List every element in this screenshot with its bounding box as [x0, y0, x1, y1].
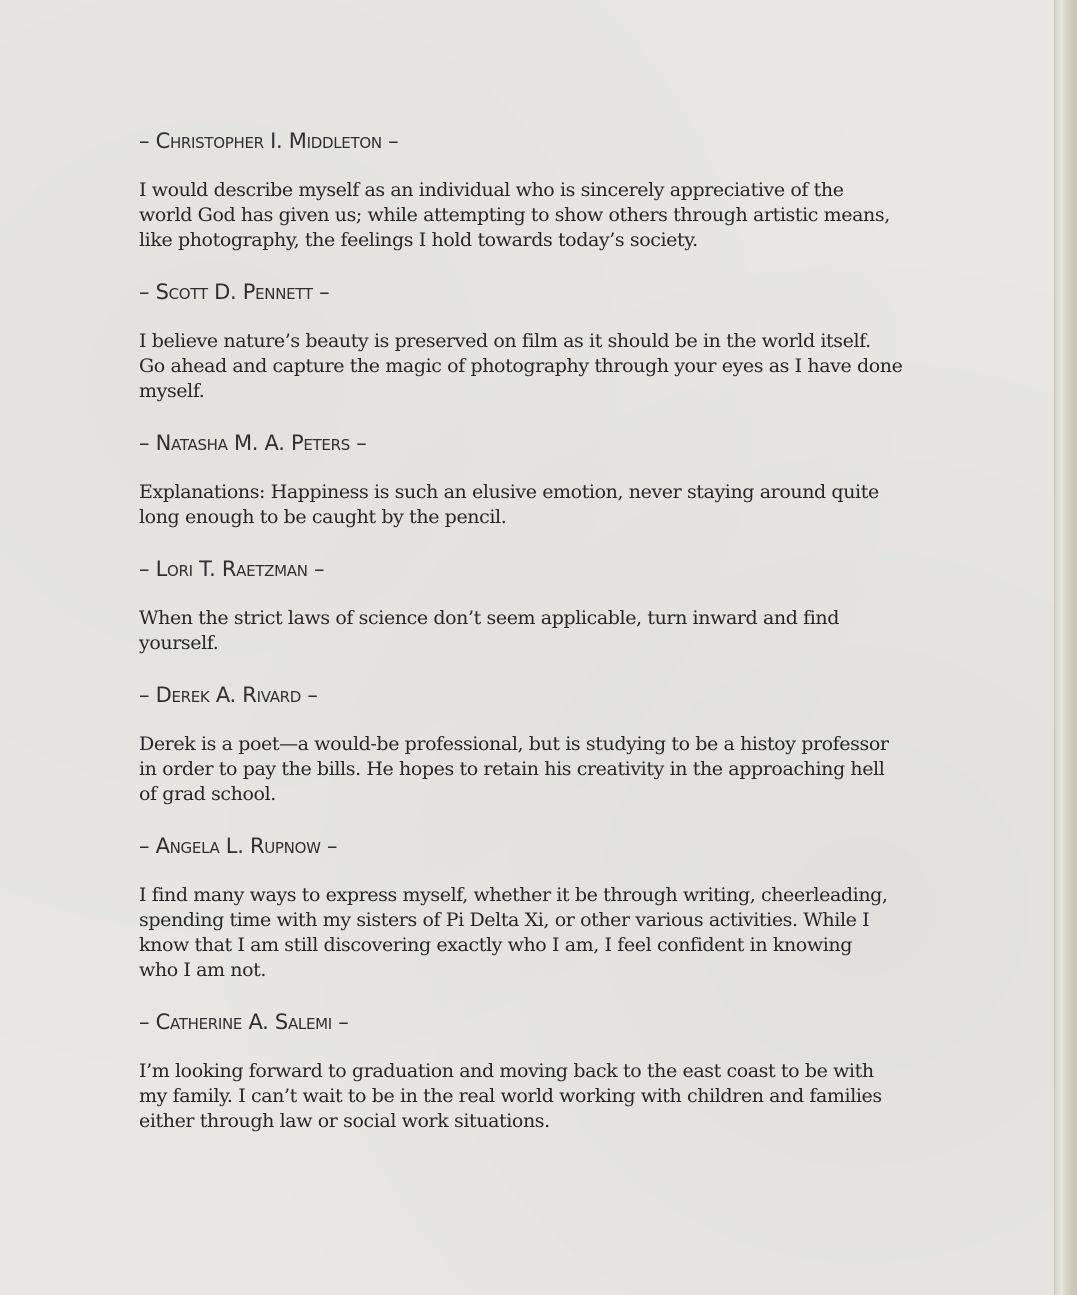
contributor-entry — [139, 678, 939, 807]
page-edge — [1054, 0, 1077, 1295]
contributor-bio: I would describe myself as an individual who is sincerely appreciative of the world God has given us; while attempting to show others through artistic means, like photography, the feelings I hold towards today’s society. — [139, 179, 890, 251]
contributor-list — [139, 124, 939, 1156]
contributor-name: – Scott D. Pennett – — [139, 280, 330, 304]
contributor-name: – Derek A. Rivard – — [139, 683, 318, 707]
contributor-entry — [139, 1005, 939, 1134]
contributor-bio: I’m looking forward to graduation and moving back to the east coast to be with my family. I can’t wait to be in the real world working with children and families either through law or social work situations. — [139, 1060, 882, 1132]
contributor-bio: I believe nature’s beauty is preserved on film as it should be in the world itself. Go ahead and capture the magic of photography through your eyes as I have done myself. — [139, 330, 903, 402]
contributor-name: – Angela L. Rupnow – — [139, 834, 338, 858]
contributor-entry — [139, 426, 939, 530]
contributor-entry — [139, 552, 939, 656]
contributor-name: – Natasha M. A. Peters – — [139, 431, 367, 455]
contributor-name: – Lori T. Raetzman – — [139, 557, 325, 581]
contributor-entry — [139, 275, 939, 404]
contributor-bio: When the strict laws of science don’t seem applicable, turn inward and find yourself. — [139, 607, 840, 654]
contributor-bio: Explanations: Happiness is such an elusive emotion, never staying around quite long enough to be caught by the pencil. — [139, 481, 879, 528]
contributor-bio: I find many ways to express myself, whether it be through writing, cheerleading, spending time with my sisters of Pi Delta Xi, or other various activities. While I know that I am still discovering exactly who I am, I feel confident in knowing who I am not. — [139, 884, 888, 981]
contributor-name: – Catherine A. Salemi – — [139, 1010, 349, 1034]
contributor-entry — [139, 124, 939, 253]
contributor-bio: Derek is a poet—a would-be professional, but is studying to be a histoy professor in order to pay the bills. He hopes to retain his creativity in the approaching hell of grad school. — [139, 733, 889, 805]
contributor-name: – Christopher I. Middleton – — [139, 129, 399, 153]
contributor-entry — [139, 829, 939, 983]
